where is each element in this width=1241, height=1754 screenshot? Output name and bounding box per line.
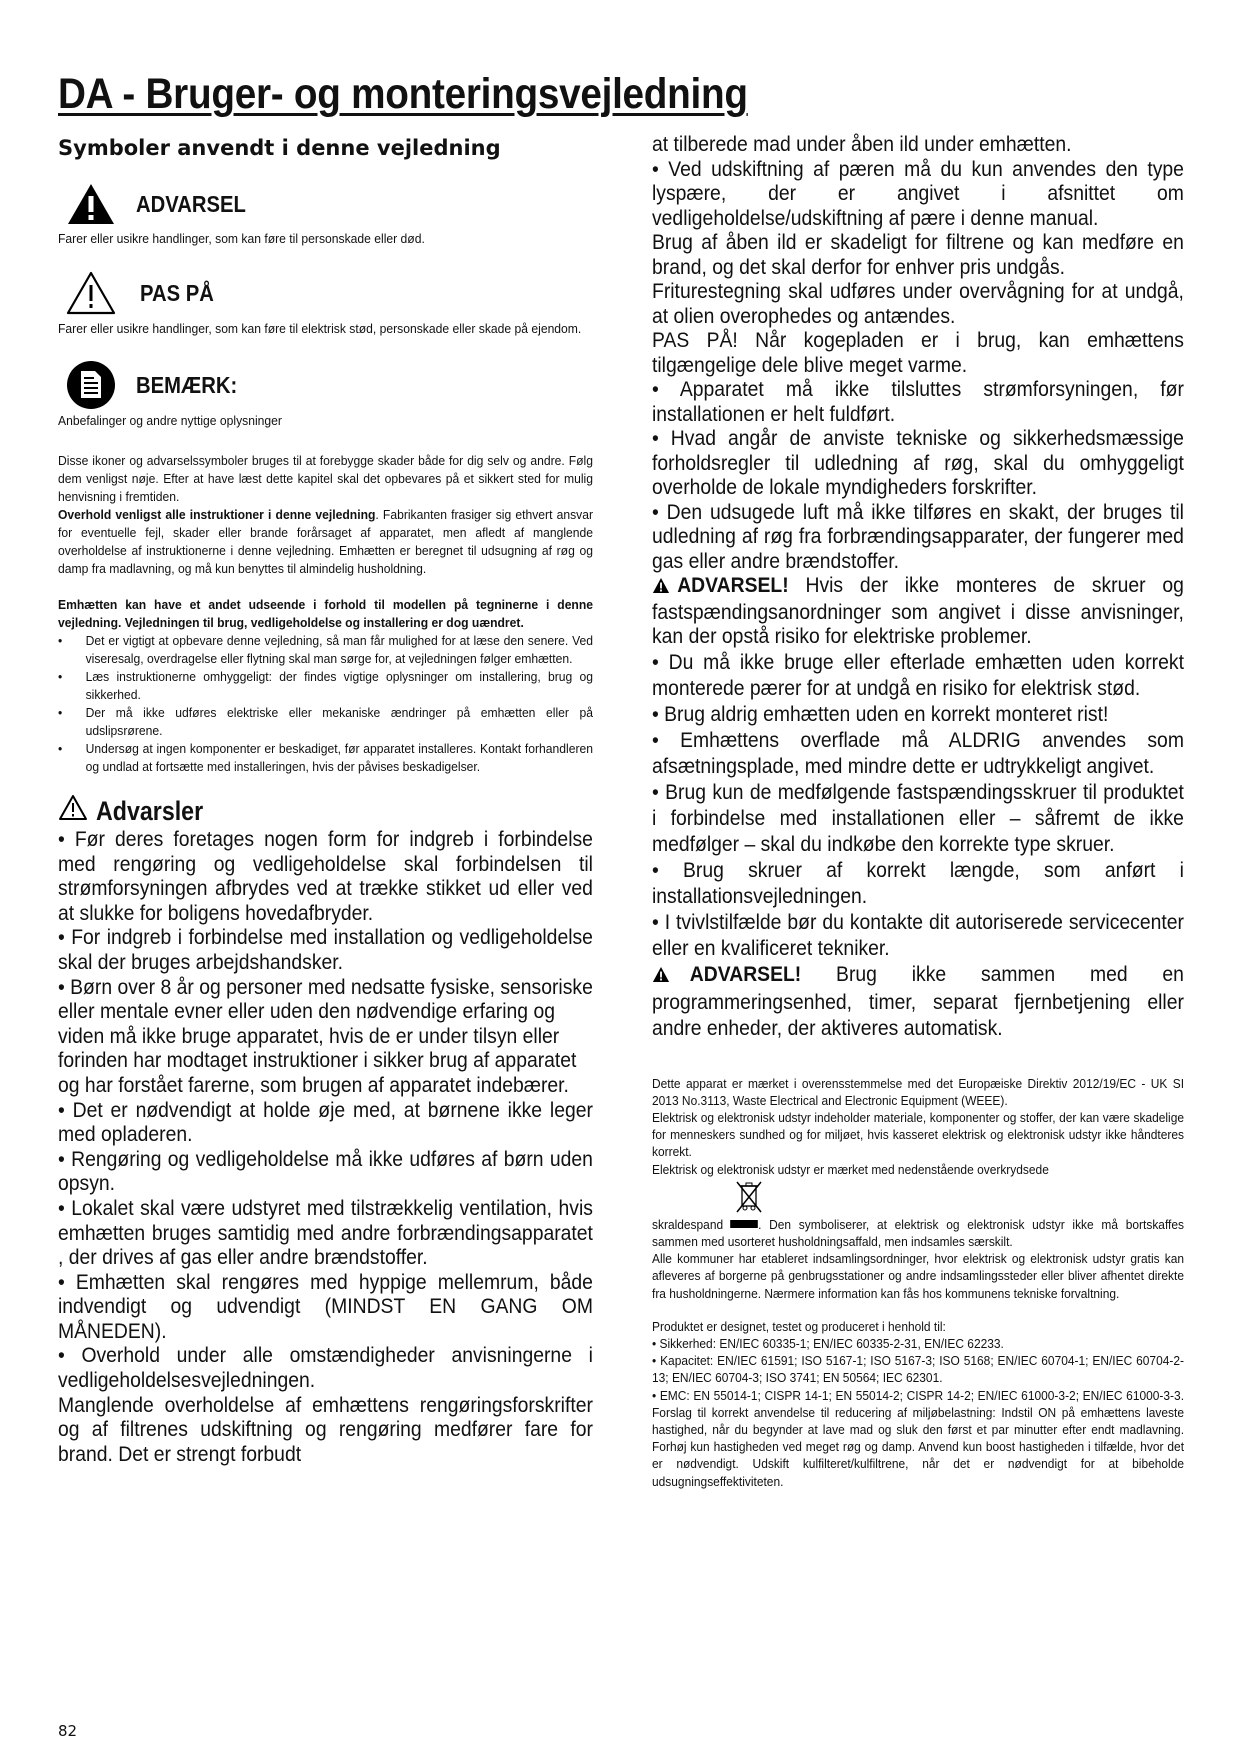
advarsler-left-text — [58, 827, 593, 1466]
symbol-note — [58, 360, 593, 430]
advarsler-title: Advarsler — [96, 795, 204, 826]
warning-paragraph: • Brug skruer af korrekt længde, som anført i installationsvejledningen. — [652, 857, 1184, 908]
warning-paragraph: • Det er nødvendigt at holde øje med, at børnene ikke leger med opladeren. — [58, 1097, 593, 1147]
advarsler-heading — [58, 794, 593, 827]
warning-paragraph: • Brug aldrig emhætten uden en korrekt monteret rist! — [652, 701, 1109, 726]
standards-section — [652, 1318, 1184, 1490]
intro-bold: Emhætten kan have et andet udseende i forhold til modellen på tegninerne i denne vejledning. Vejledningen til brug, vedligeholdelse og installering er dog uændret. — [58, 597, 594, 630]
advarsel-text: Brug ikke sammen med en programmeringsenhed, timer, separat fjernbetjening eller andre enheder, der aktiveres automatisk. — [652, 961, 1184, 1040]
note-icon — [64, 361, 118, 409]
warning-advarsel-2 — [652, 961, 1184, 1041]
warning-paragraph: Brug af åben ild er skadeligt for filtrene og kan medføre en brand, og det skal derfor for enhver pris undgås. — [652, 230, 1184, 279]
weee-paragraph: Elektrisk og elektronisk udstyr er mærket med nedenstående overkrydsede — [652, 1161, 1049, 1177]
list-item: • Læs instruktionerne omhyggeligt: der findes vigtige oplysninger om installering, brug og sikkerhed. — [58, 668, 593, 704]
warning-paragraph: • Rengøring og vedligeholdelse må ikke udføres af børn uden opsyn. — [58, 1146, 593, 1196]
standards-line: • EMC: EN 55014-1; CISPR 14-1; EN 55014-2; CISPR 14-2; EN/IEC 61000-3-2; EN/IEC 61000-3-3. Forslag til korrekt anvendelse til reducering af miljøbelastning: Indstil ON på emhættens laveste hastighed, når du begynder at lave mad og sluk den først et par minutter efter endt madlavning. Forhøj kun hastigheden ved meget røg og damp. Anvend kun boost hastigheden i tilfælde, hvor det er nødvendigt. Udskift kulfilteret/kulfiltrene, når det er nødvendigt for at bibeholde udsugningseffektiviteten. — [652, 1387, 1185, 1489]
right-column — [652, 134, 1184, 1490]
weee-bar-icon — [731, 1220, 759, 1228]
warning-paragraph: • Ved udskiftning af pæren må du kun anvendes den type lyspære, der er angivet i afsnittet om vedligeholdelse/udskiftning af pære i denne manual. — [652, 156, 1184, 230]
standards-line: • Sikkerhed: EN/IEC 60335-1; EN/IEC 60335-2-31, EN/IEC 62233. — [652, 1335, 1004, 1351]
crossed-bin-icon — [652, 1180, 1184, 1216]
symbol-caution — [58, 270, 593, 338]
weee-paragraph: Alle kommuner har etableret indsamlingsordninger, hvor elektrisk og elektronisk udstyr gratis kan afleveres af borgerne på genbrugsstationer og andre indsamlingssteder eller bliver afhentet direkte fra husholdningerne. Nærmere information kan fås hos kommunens tekniske forvaltning. — [652, 1251, 1185, 1301]
symbol-label: ADVARSEL — [136, 190, 246, 217]
warning-advarsel-1 — [652, 573, 1184, 649]
symbol-warning — [58, 182, 593, 248]
warning-paragraph: • Før deres foretages nogen form for indgreb i forbindelse med rengøring og vedligeholdelse skal forbindelsen til strømforsyningen afbrydes ved at trække stikket ud eller ved at slukke for boligens hovedafbryder. — [58, 827, 593, 925]
warning-outline-icon — [58, 794, 88, 827]
warning-paragraph: • I tvivlstilfælde bør du kontakte dit autoriserede servicecenter eller en kvalificeret tekniker. — [652, 909, 1184, 960]
warning-paragraph: • Brug kun de medfølgende fastspændingsskruer til produktet i forbindelse med installationen eller – såfremt de ikke medfølger – skal du indkøbe den korrekte type skruer. — [652, 779, 1184, 856]
advarsler-right-text — [652, 132, 1184, 1041]
intro-paragraph — [58, 506, 593, 578]
advarsel-keyword: ADVARSEL! — [689, 961, 802, 986]
symbol-description: Farer eller usikre handlinger, som kan føre til personskade eller død. — [58, 231, 425, 246]
warning-filled-icon — [652, 575, 670, 600]
weee-text: . Den symboliserer, at elektrisk og elektronisk udstyr ikke må bortskaffes sammen med usorteret husholdningsaffald, men indsamles særskilt. — [652, 1216, 1185, 1249]
symbol-label: BEMÆRK: — [136, 371, 238, 398]
left-column — [58, 134, 593, 1466]
warning-paragraph: • Emhættens overflade må ALDRIG anvendes som afsætningsplade, med mindre dette er udtrykkeligt angivet. — [652, 727, 1184, 778]
page-number: 82 — [58, 1722, 78, 1740]
warning-paragraph: • Børn over 8 år og personer med nedsatte fysiske, sensoriske eller mentale evner eller uden den nødvendige erfaring og viden må ikke bruge apparatet, hvis de er under tilsyn eller forinden har modtaget instruktioner i sikker brug af apparatet og har forstået farerne, som brugen af apparatet indebærer. — [58, 974, 593, 1097]
warning-paragraph: Friturestegning skal udføres under overvågning for at undgå, at olien overophedes og antændes. — [652, 279, 1184, 328]
warning-paragraph: • Du må ikke bruge eller efterlade emhætten uden korrekt monterede pærer for at undgå en risiko for elektrisk stød. — [652, 649, 1184, 700]
intro-bullets — [58, 632, 593, 776]
warning-paragraph: • Den udsugede luft må ikke tilføres en skakt, der bruges til udledning af røg fra forbrændingsapparater, der fungerer med gas eller andre brændstoffer. — [652, 499, 1184, 573]
warning-paragraph: • Emhætten skal rengøres med hyppige mellemrum, både indvendigt og udvendigt (MINDST EN GANG OM MÅNEDEN). — [58, 1269, 593, 1343]
standards-line: • Kapacitet: EN/IEC 61591; ISO 5167-1; ISO 5167-3; ISO 5168; EN/IEC 60704-1; EN/IEC 60704-2-13; EN/IEC 60704-3; ISO 3741; EN 50564; IEC 62301. — [652, 1353, 1185, 1386]
symbol-description: Anbefalinger og andre nyttige oplysninger — [58, 413, 282, 428]
warning-filled-icon — [64, 180, 118, 228]
intro-bold: Overhold venligst alle instruktioner i denne vejledning — [58, 507, 376, 522]
advarsel-text: Hvis der ikke monteres de skruer og fastspændingsanordninger som angivet i disse anvisninger, kan der opstå risiko for elektriske problemer. — [652, 573, 1184, 648]
intro-note — [58, 596, 593, 632]
warning-paragraph: • For indgreb i forbindelse med installation og vedligeholdelse skal der bruges arbejdshandsker. — [58, 925, 593, 974]
weee-section — [652, 1075, 1184, 1302]
symbols-heading: Symboler anvendt i denne vejledning — [58, 136, 501, 160]
warning-paragraph: PAS PÅ! Når kogepladen er i brug, kan emhættens tilgængelige dele blive meget varme. — [652, 328, 1184, 377]
warning-paragraph: • Lokalet skal være udstyret med tilstrækkelig ventilation, hvis emhætten bruges samtidig med andre forbrændingsapparatet , der drives af gas eller andre brændstoffer. — [58, 1195, 593, 1270]
warning-paragraph: • Apparatet må ikke tilsluttes strømforsyningen, før installationen er helt fuldført. — [652, 377, 1184, 426]
symbol-label: PAS PÅ — [140, 279, 214, 306]
warning-filled-icon — [652, 963, 670, 989]
warning-paragraph: • Overhold under alle omstændigheder anvisningerne i vedligeholdelsesvejledningen. — [58, 1343, 593, 1393]
warning-paragraph: Manglende overholdelse af emhættens rengøringsforskrifter og af filtrenes udskiftning og rengøring medfører fare for brand. Det er strengt forbudt — [58, 1392, 593, 1466]
list-item: • Undersøg at ingen komponenter er beskadiget, før apparatet installeres. Kontakt forhandleren og undlad at fortsætte med installeringen, hvis der påvises beskadigelser. — [58, 740, 593, 776]
warning-paragraph: at tilberede mad under åben ild under emhætten. — [652, 132, 1072, 156]
warning-paragraph: • Hvad angår de anviste tekniske og sikkerhedsmæssige forholdsregler til udledning af røg, skal du omhyggeligt overholde de lokale myndigheders forskrifter. — [652, 426, 1184, 499]
weee-text: skraldespand — [652, 1216, 724, 1232]
symbol-description: Farer eller usikre handlinger, som kan føre til elektrisk stød, personskade eller skade på ejendom. — [58, 321, 582, 336]
page-title: DA - Bruger- og monteringsvejledning — [58, 70, 748, 118]
weee-paragraph — [652, 1216, 1184, 1250]
weee-paragraph: Dette apparat er mærket i overensstemmelse med det Europæiske Direktiv 2012/19/EC - UK SI 2013 No.3113, Waste Electrical and Electronic Equipment (WEEE). — [652, 1075, 1185, 1108]
list-item: • Det er vigtigt at opbevare denne vejledning, så man får mulighed for at læse den senere. Ved viseresalg, overdragelse eller flytning skal man sørge for, at vejledningen følger emhætten. — [58, 632, 593, 668]
warning-outline-icon — [64, 269, 118, 317]
standards-intro: Produktet er designet, testet og produceret i henhold til: — [652, 1318, 946, 1334]
list-item: • Der må ikke udføres elektriske eller mekaniske ændringer på emhætten eller på udslipsrørene. — [58, 704, 593, 740]
advarsel-keyword: ADVARSEL! — [677, 573, 789, 597]
intro-text: . Fabrikanten frasiger sig ethvert ansvar for eventuelle fejl, skader eller brande forårsaget af apparatet, men afledt af manglende overholdelse af instruktionerne i denne vejledning. Emhætten er beregnet til udsugning af røg og damp fra madlavning, og må kun benyttes til almindelig husholdning. — [58, 507, 594, 576]
weee-paragraph: Elektrisk og elektronisk udstyr indeholder materiale, komponenter og stoffer, der kan være skadelige for menneskers sundhed og for miljøet, hvis kasseret elektrisk og elektronisk udstyr ikke håndteres korrekt. — [652, 1109, 1185, 1160]
intro-paragraph: Disse ikoner og advarselssymboler bruges til at forebygge skader både for dig selv og andre. Følg dem venligst nøje. Efter at have læst dette kapitel skal det opbevares på et sikkert sted for mulig henvisning i fremtiden. — [58, 453, 594, 504]
